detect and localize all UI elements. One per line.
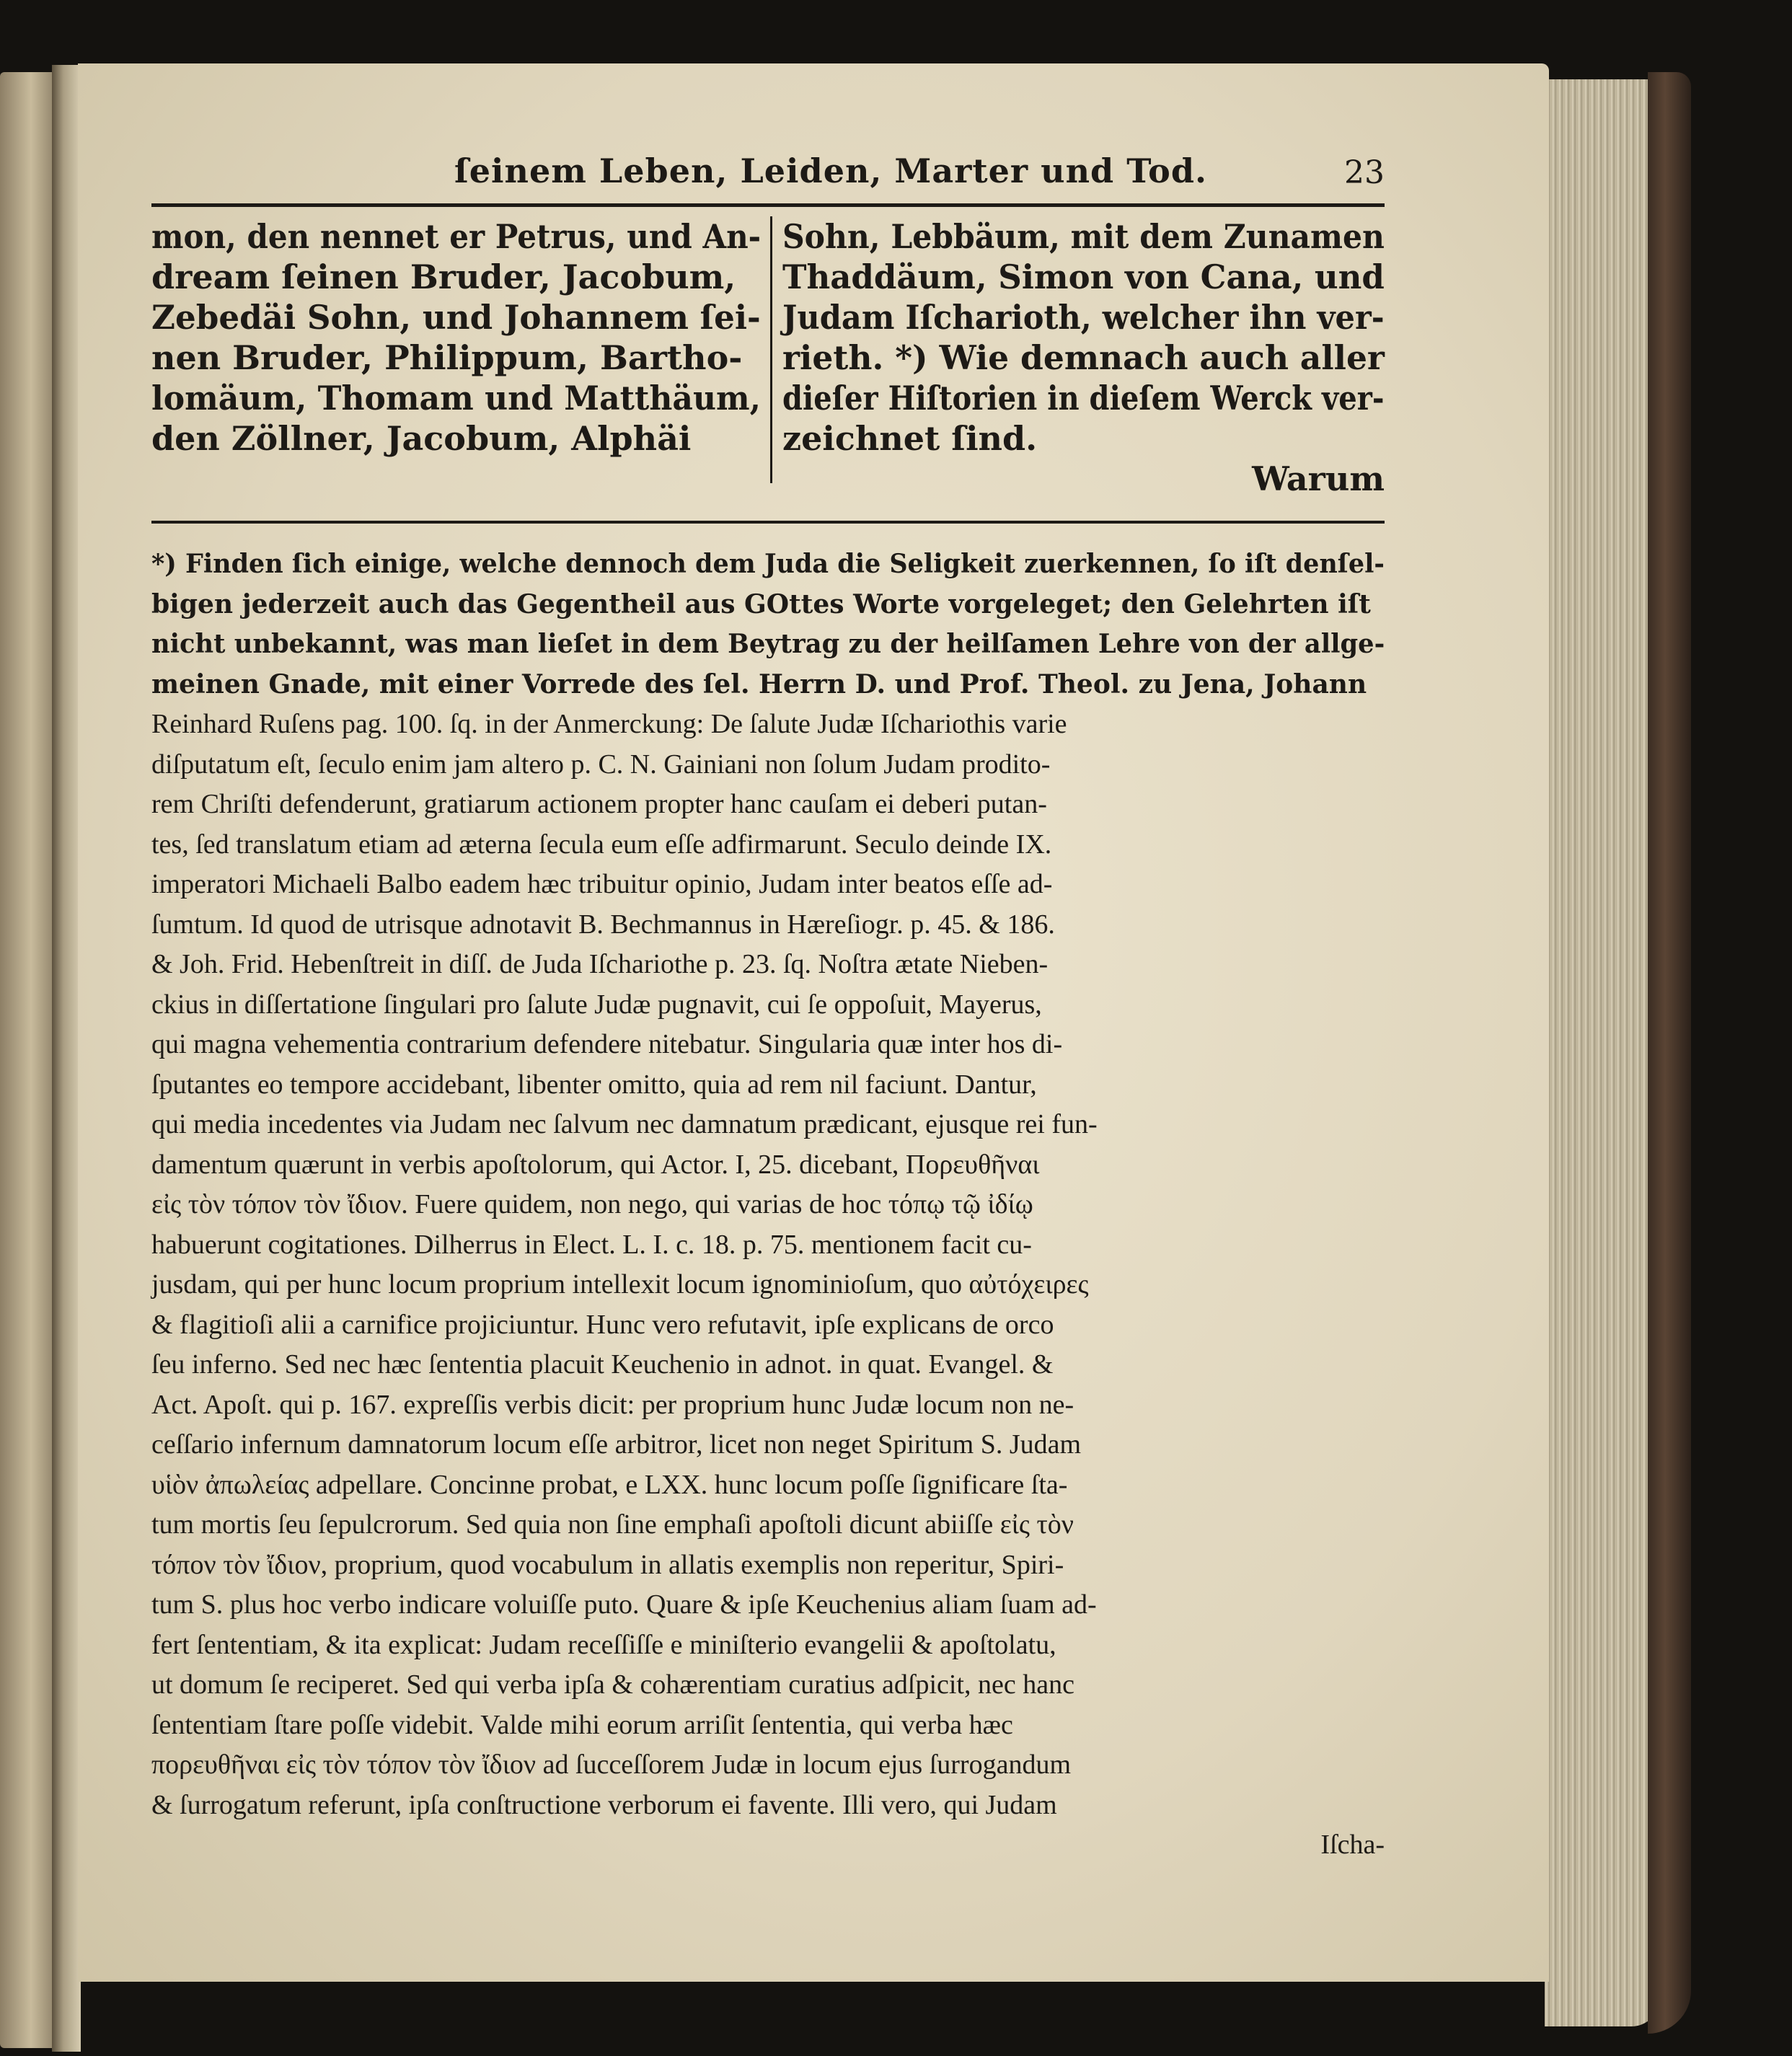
footnote-line: & Joh. Frid. Hebenſtreit in diſſ. de Juda Iſchariothe p. 23. ſq. Noſtra ætate Nieben- (151, 949, 1049, 979)
footnote-line: fert ſententiam, & ita explicat: Judam receſſiſſe e miniſterio evangelii & apoſtolatu, (151, 1629, 1056, 1660)
right-column (782, 216, 1385, 499)
footnote-line: ſeu inferno. Sed nec hæc ſententia placuit Keuchenio in adnot. in quat. Evangel. & (151, 1349, 1054, 1380)
footnote-line: meinen Gnade, mit einer Vorrede des ſel. Herrn D. und Prof. Theol. zu Jena, Johann (151, 669, 1367, 700)
footnote-line: imperatori Michaeli Balbo eadem hæc tribuitur opinio, Judam inter beatos eſſe ad- (151, 869, 1053, 899)
left-column-line: lomäum, Thomam und Matthäum, (151, 379, 761, 418)
running-head (151, 151, 1385, 195)
right-column-line: dieſer Hiſtorien in dieſem Werck ver- (782, 379, 1385, 418)
right-column-line: Sohn, Lebbäum, mit dem Zunamen (782, 217, 1385, 256)
footnote-line: ſententiam ſtare poſſe videbit. Valde mihi eorum arriſit ſententia, qui verba hæc (151, 1709, 1013, 1740)
footnote-line: ceſſario infernum damnatorum locum eſſe arbitror, licet non neget Spiritum S. Judam (151, 1429, 1082, 1460)
footnote-line: bigen jederzeit auch das Gegentheil aus GOttes Worte vorgeleget; den Gelehrten iſt (151, 588, 1371, 619)
page-number: 23 (1344, 154, 1385, 191)
left-column-line: den Zöllner, Jacobum, Alphäi (151, 419, 692, 458)
right-column-line: Thaddäum, Simon von Cana, und (782, 257, 1385, 296)
footnote-line: tes, ſed translatum etiam ad æterna ſecula eum eſſe adfirmarunt. Seculo deinde IX. (151, 829, 1052, 860)
footnote-catchword: Iſcha- (1320, 1830, 1385, 1860)
footnote-line: ckius in diſſertatione ſingulari pro ſalute Judæ pugnavit, cui ſe oppoſuit, Mayerus, (151, 989, 1042, 1020)
footnote-line: ſputantes eo tempore accidebant, libenter omitto, quia ad rem nil faciunt. Dantur, (151, 1069, 1037, 1100)
footnote-line: ſumtum. Id quod de utrisque adnotavit B. Bechmannus in Hæreſiogr. p. 45. & 186. (151, 909, 1055, 940)
column-divider (770, 216, 772, 483)
footnote-line: τόπον τὸν ἴδιον, proprium, quod vocabulum in allatis exemplis non reperitur, Spiri- (151, 1549, 1064, 1580)
footnote-line: nicht unbekannt, was man lieſet in dem Beytrag zu der heilſamen Lehre von der allge- (151, 629, 1385, 659)
footnote-line: Act. Apoſt. qui p. 167. expreſſis verbis dicit: per proprium hunc Judæ locum non ne- (151, 1389, 1074, 1420)
footnote-line: jusdam, qui per hunc locum proprium intellexit locum ignominioſum, quo αὐτόχειρες (151, 1269, 1089, 1300)
main-text-columns (151, 216, 1385, 591)
footnote-line: υἱὸν ἀπωλείας adpellare. Concinne probat, e LXX. hunc locum poſſe ſignificare ſta- (151, 1469, 1068, 1500)
footnote-rule (151, 521, 1385, 524)
left-column (151, 216, 761, 459)
left-column-line: Zebedäi Sohn, und Johannem ſei- (151, 298, 761, 337)
left-column-line: dream ſeinen Bruder, Jacobum, (151, 257, 736, 296)
right-column-line: Judam Iſcharioth, welcher ihn ver- (782, 298, 1385, 337)
footnote-line: rem Chriſti defenderunt, gratiarum actionem propter hanc cauſam ei deberi putan- (151, 789, 1047, 819)
footnote-line: *) Finden ſich einige, welche dennoch dem Juda die Seligkeit zuerkennen, ſo iſt denſel- (151, 549, 1385, 579)
book-gutter (52, 65, 81, 2052)
footnote-line: diſputatum eſt, ſeculo enim jam altero p. C. N. Gainiani non ſolum Judam prodito- (151, 749, 1051, 780)
page-block-edges (1545, 79, 1660, 2026)
left-column-line: mon, den nennet er Petrus, und An- (151, 217, 762, 256)
left-page-edge (0, 72, 56, 2048)
footnote-line: & ſurrogatum referunt, ipſa conſtructione verborum ei favente. Illi vero, qui Judam (151, 1789, 1057, 1820)
header-rule (151, 203, 1385, 207)
footnote-line: ut domum ſe reciperet. Sed qui verba ipſa & cohærentiam curatius adſpicit, nec hanc (151, 1669, 1074, 1700)
footnote-line: πορευθῆναι εἰς τὸν τόπον τὸν ἴδιον ad ſucceſſorem Judæ in locum ejus ſurrogandum (151, 1750, 1072, 1780)
footnote-line: & flagitioſi alii a carnifice projiciuntur. Hunc vero refutavit, ipſe explicans de orco (151, 1309, 1054, 1340)
right-column-line: rieth. *) Wie demnach auch aller (782, 338, 1385, 377)
book-cover-edge (1648, 72, 1691, 2034)
catchword: Warum (1252, 459, 1385, 498)
footnote-line: qui media incedentes via Judam nec ſalvum nec damnatum prædicant, ejusque rei fun- (151, 1109, 1098, 1139)
left-column-line: nen Bruder, Philippum, Bartho- (151, 338, 743, 377)
footnote-line: Reinhard Ruſens pag. 100. ſq. in der Anmerckung: De ſalute Judæ Iſchariothis varie (151, 709, 1067, 739)
footnote-line: tum mortis ſeu ſepulcrorum. Sed quia non ſine emphaſi apoſtoli dicunt abiiſſe εἰς τὸν (151, 1509, 1074, 1540)
footnote-line: tum S. plus hoc verbo indicare voluiſſe puto. Quare & ipſe Keuchenius aliam ſuam ad- (151, 1589, 1097, 1620)
right-column-line: zeichnet ſind. (782, 419, 1038, 458)
footnote-line: damentum quærunt in verbis apoſtolorum, qui Actor. I, 25. dicebant, Πορευθῆναι (151, 1149, 1040, 1180)
footnote-line: εἰς τὸν τόπον τὸν ἴδιον. Fuere quidem, non nego, qui varias de hoc τόπῳ τῷ ἰδίῳ (151, 1189, 1033, 1219)
running-title: ſeinem Leben, Leiden, Marter und Tod. (454, 151, 1208, 190)
footnote (151, 544, 1385, 1866)
footnote-line: habuerunt cogitationes. Dilherrus in Elect. L. I. c. 18. p. 75. mentionem facit cu- (151, 1229, 1032, 1260)
footnote-line: qui magna vehementia contrarium defendere nitebatur. Singularia quæ inter hos di- (151, 1029, 1063, 1059)
